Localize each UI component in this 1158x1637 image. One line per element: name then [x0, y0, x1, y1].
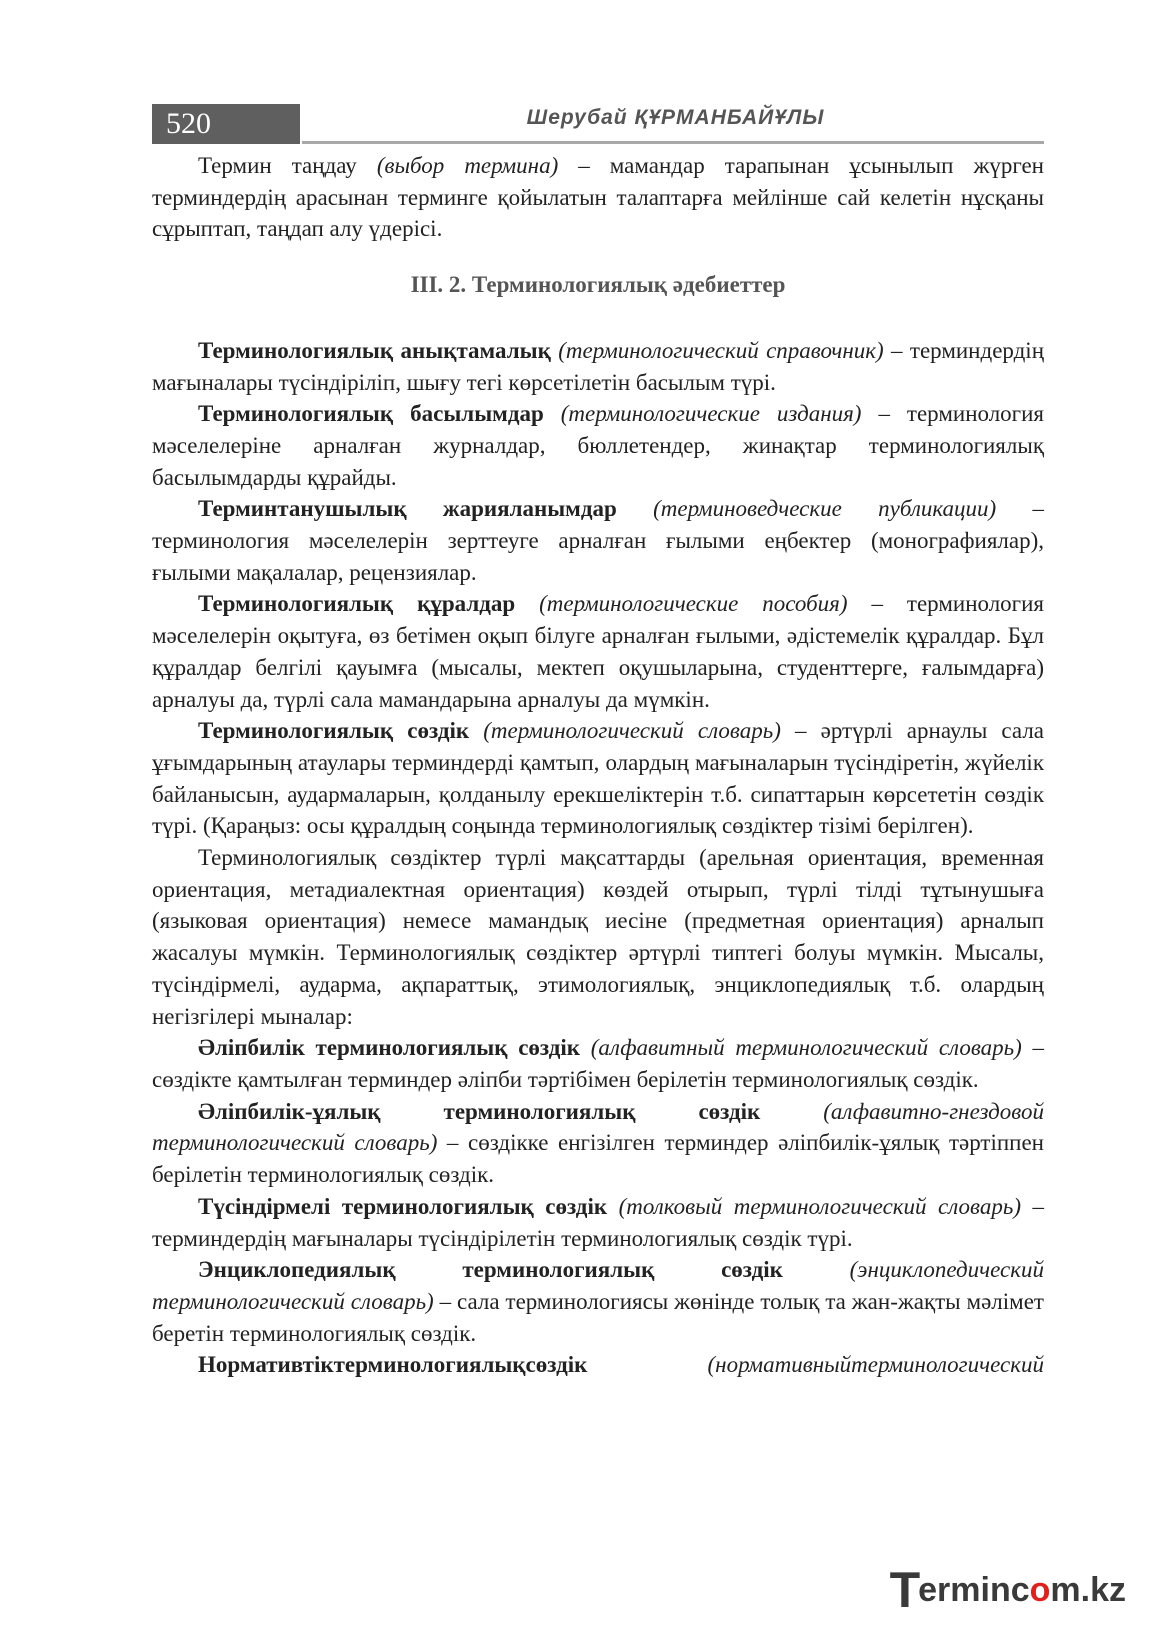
watermark-t: T: [889, 1562, 921, 1618]
glossary-entry: [152, 398, 1044, 493]
term-translation: (выбор термина): [376, 153, 559, 178]
entry-translation: (терминологический словарь): [483, 718, 781, 744]
paragraph-term-selection: [152, 150, 1044, 245]
entry-term: Терминологиялық басылымдар: [198, 401, 544, 427]
entry-translation: (алфавитно-гнездовой терминологический словарь): [152, 1098, 1044, 1156]
entry-term: Әліпбилік терминологиялық сөздік: [198, 1035, 581, 1061]
definition-text: – мамандар тарапынан ұсынылып жүрген терминдердің арасынан терминге қойылатын талаптарға мейлінше сай келетін нұсқаны сұрыптап, таңдап алу үдерісі.: [152, 153, 1044, 242]
entry-translation: (толковый терминологический словарь): [618, 1193, 1022, 1219]
entry-term: Энциклопедиялық терминологиялық сөздік: [198, 1257, 783, 1283]
watermark-o: o: [1029, 1570, 1051, 1609]
glossary-entry: [152, 588, 1044, 715]
site-watermark-logo: [889, 1562, 1126, 1618]
entry-definition: – әртүрлі арнаулы сала ұғымдарының атаулары терминдерді қамтып, олардың мағыналарын түсіндіретін, жүйелік байланысын, аудармаларын, қолданылу ерекшеліктерін т.б. сипаттарын көрсететін сөздік түрі. (Қараңыз: осы құралдың соңында терминологиялық сөздіктер тізімі берілген).: [152, 718, 1045, 839]
entry-translation: (нормативныйтерминологический: [707, 1352, 1044, 1378]
entry-term: Нормативтіктерминологиялықсөздік: [198, 1352, 588, 1378]
entry-term: Әліпбилік-ұялық терминологиялық сөздік: [198, 1098, 761, 1124]
entry-definition: – терминдердің мағыналары түсіндіріліп, шығу тегі көрсетілетін басылым түрі.: [152, 337, 1045, 395]
running-header-author: Шерубай ҚҰРМАНБАЙҰЛЫ: [526, 106, 825, 129]
entry-translation: (энциклопедический терминологический словарь): [152, 1257, 1044, 1314]
entry-definition: – терминдердің мағыналары түсіндірілетін терминологиялық сөздік түрі.: [152, 1193, 1044, 1251]
entry-term: Терминологиялық құралдар: [198, 591, 516, 617]
page-header: [152, 104, 1044, 144]
entry-term: Терминтанушылық жарияланымдар: [198, 496, 617, 522]
glossary-entry: [152, 335, 1044, 398]
entry-translation: (терминологический справочник): [558, 337, 884, 363]
entry-translation: (терминологические издания): [560, 401, 862, 427]
entry-term: Түсіндірмелі терминологиялық сөздік: [198, 1193, 608, 1219]
entry-definition: – терминология мәселелеріне арналған журналдар, бюллетендер, жинақтар терминологиялық басылымдарды құрайды.: [152, 401, 1045, 490]
entry-term: Терминологиялық анықтамалық: [198, 337, 551, 363]
glossary-entry: [152, 1191, 1044, 1254]
glossary-entry: [152, 842, 1044, 1032]
entry-translation: (терминоведческие публикации): [653, 496, 997, 522]
glossary-entry: [152, 1032, 1044, 1095]
entry-definition: – терминология мәселелерін оқытуға, өз бетімен оқып білуге арналған ғылыми, әдістемелік құралдар. Бұл құралдар белгілі қауымға (мысалы, мектеп оқушыларына, студенттерге, ғалымдарға) арналуы да, түрлі сала мамандарына арналуы да мүмкін.: [152, 591, 1044, 712]
entry-translation: (терминологические пособия): [539, 591, 848, 617]
entry-definition: – сөздікке енгізілген терминдер әліпбилік-ұялық тәртіппен берілетін терминологиялық сөздік.: [152, 1130, 1044, 1188]
glossary-entry: [152, 715, 1044, 842]
entry-translation: (алфавитный терминологический словарь): [590, 1035, 1022, 1061]
term-text: Термин таңдау: [198, 153, 377, 178]
page-body: [152, 150, 1044, 1381]
entry-term: Терминологиялық сөздік: [198, 718, 470, 744]
watermark-text-2: m.kz: [1050, 1570, 1126, 1609]
glossary-entry: [152, 1254, 1044, 1349]
entry-definition: – сала терминологиясы жөнінде толық та жан-жақты мәлімет беретін терминологиялық сөздік.: [152, 1288, 1044, 1346]
entries-list: [152, 335, 1044, 1381]
glossary-entry: [152, 493, 1044, 588]
page-number: 520: [152, 104, 300, 144]
watermark-text-1: erminc: [918, 1570, 1030, 1609]
entry-definition: Терминологиялық сөздіктер түрлі мақсаттарды (арельная ориентация, временная ориентация, метадиалектная ориентация) көздей отырып, түрлі тілді тұтынушыға (языковая ориентация) немесе мамандық иесіне (предметная ориентация) арналып жасалуы мүмкін. Терминологиялық сөздіктер әртүрлі типтегі болуы мүмкін. Мысалы, түсіндірмелі, аударма, ақпараттық, этимологиялық, энциклопедиялық т.б. олардың негізгілері мыналар:: [152, 845, 1044, 1029]
section-title: III. 2. Терминологиялық әдебиеттер: [410, 272, 786, 298]
header-rule: [302, 141, 1044, 144]
glossary-entry: [152, 1096, 1044, 1191]
entry-definition: – сөздікте қамтылған терминдер әліпби тәртібімен берілетін терминологиялық сөздік.: [152, 1035, 1045, 1092]
entry-definition: – терминология мәселелерін зерттеуге арналған ғылыми еңбектер (монографиялар), ғылыми мақалалар, рецензиялар.: [152, 496, 1045, 585]
glossary-entry: [152, 1349, 1044, 1381]
